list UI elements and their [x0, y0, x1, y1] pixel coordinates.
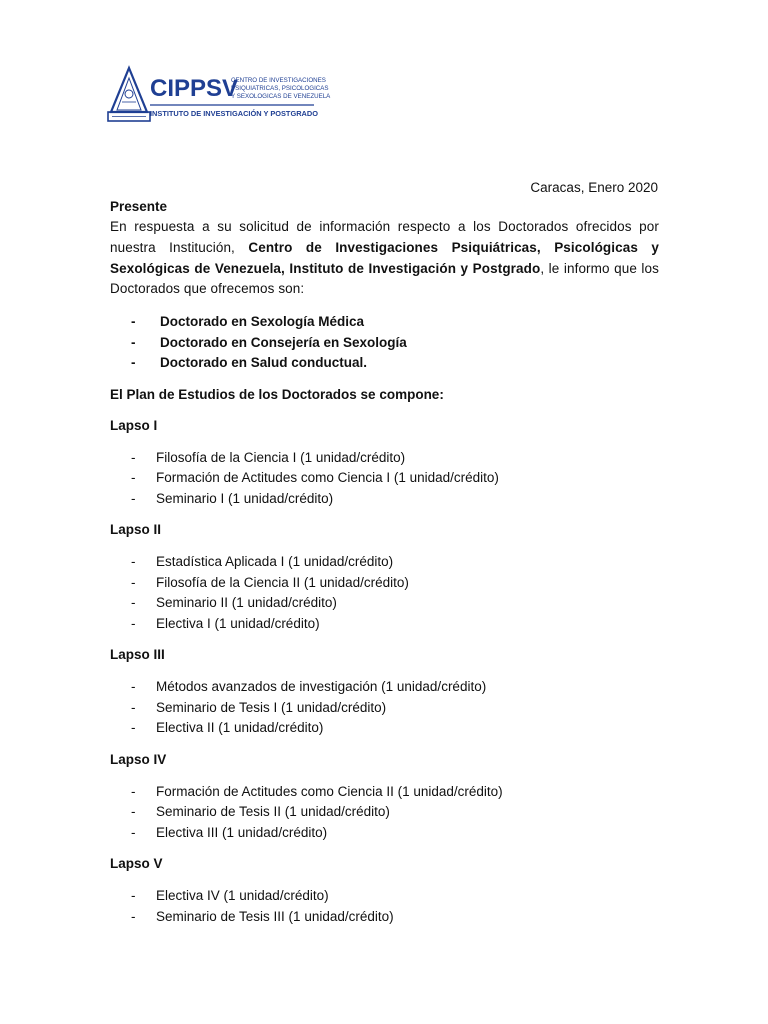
course-name: Electiva II (1 unidad/crédito)	[156, 720, 324, 736]
list-dash: -	[131, 824, 136, 840]
course-item	[110, 907, 659, 928]
course-item	[110, 802, 659, 823]
course-list	[110, 886, 659, 927]
course-item	[110, 782, 659, 803]
course-list	[110, 448, 659, 510]
course-item	[110, 698, 659, 719]
list-dash: -	[131, 314, 136, 330]
course-name: Formación de Actitudes como Ciencia II (1 unidad/crédito)	[156, 783, 503, 799]
list-dash: -	[131, 699, 136, 715]
doctorate-name: Doctorado en Sexología Médica	[160, 314, 365, 330]
lapso-heading-lapso-iv: Lapso IV	[110, 751, 167, 767]
institution-name: Centro de Investigaciones Psiquiátricas, Psicológicas y Sexológicas de Venezuela, Instituto de Investigación y Postgrado	[110, 239, 659, 276]
logo-line-3: Y SEXOLOGICAS DE VENEZUELA	[231, 93, 331, 100]
list-dash: -	[131, 720, 136, 736]
lapso-heading-lapso-iii: Lapso III	[110, 647, 165, 663]
doctorate-item	[110, 312, 659, 333]
study-plan	[110, 416, 659, 928]
list-dash: -	[131, 490, 136, 506]
course-item	[110, 448, 659, 469]
list-dash: -	[131, 783, 136, 799]
list-dash: -	[131, 470, 136, 486]
list-dash: -	[131, 679, 136, 695]
doctorate-item	[110, 353, 659, 374]
course-name: Electiva III (1 unidad/crédito)	[156, 824, 328, 840]
course-name: Filosofía de la Ciencia I (1 unidad/crédito)	[156, 449, 406, 465]
intro-part-2: , le informo que los Doctorados que ofrecemos son:	[110, 260, 659, 297]
list-dash: -	[131, 804, 136, 820]
lapso-heading-lapso-i: Lapso I	[110, 417, 158, 433]
course-item	[110, 823, 659, 844]
course-item	[110, 573, 659, 594]
course-name: Filosofía de la Ciencia II (1 unidad/crédito)	[156, 574, 409, 590]
logo-line-2: PSIQUIATRICAS, PSICOLOGICAS	[231, 85, 329, 92]
logo-tagline: INSTITUTO DE INVESTIGACIÓN Y POSTGRADO	[150, 109, 318, 118]
lapso-heading-lapso-v: Lapso V	[110, 856, 163, 872]
course-name: Electiva IV (1 unidad/crédito)	[156, 888, 329, 904]
doctorate-name: Doctorado en Salud conductual.	[160, 355, 368, 371]
course-name: Seminario I (1 unidad/crédito)	[156, 490, 334, 506]
greeting: Presente	[110, 199, 168, 214]
cippsv-logo	[108, 66, 331, 122]
course-list	[110, 677, 659, 739]
plan-heading: El Plan de Estudios de los Doctorados se compone:	[110, 386, 444, 402]
lapso-heading-lapso-ii: Lapso II	[110, 522, 162, 538]
intro-paragraph	[110, 217, 659, 300]
letter-body	[110, 197, 659, 927]
list-dash: -	[131, 615, 136, 631]
course-item	[110, 677, 659, 698]
letter-date: Caracas, Enero 2020	[530, 180, 658, 195]
course-name: Métodos avanzados de investigación (1 unidad/crédito)	[156, 679, 487, 695]
course-item	[110, 489, 659, 510]
course-item	[110, 718, 659, 739]
doctorate-name: Doctorado en Consejería en Sexología	[160, 334, 407, 350]
logo-brand: CIPPSV	[150, 75, 239, 102]
course-item	[110, 886, 659, 907]
list-dash: -	[131, 908, 136, 924]
course-name: Estadística Aplicada I (1 unidad/crédito)	[156, 554, 394, 570]
intro-part-1: En respuesta a su solicitud de información respecto a los Doctorados ofrecidos por nuestra Institución,	[110, 219, 659, 255]
course-list	[110, 552, 659, 634]
list-dash: -	[131, 355, 136, 371]
list-dash: -	[131, 334, 136, 350]
course-name: Electiva I (1 unidad/crédito)	[156, 615, 320, 631]
course-item	[110, 468, 659, 489]
course-name: Seminario de Tesis III (1 unidad/crédito)	[156, 908, 394, 924]
course-name: Seminario de Tesis I (1 unidad/crédito)	[156, 699, 387, 715]
doctorate-list	[110, 312, 659, 374]
logo-line-1: CENTRO DE INVESTIGACIONES	[231, 77, 326, 84]
course-item	[110, 614, 659, 635]
course-item	[110, 552, 659, 573]
course-name: Formación de Actitudes como Ciencia I (1 unidad/crédito)	[156, 470, 499, 486]
list-dash: -	[131, 888, 136, 904]
course-item	[110, 593, 659, 614]
doctorate-item	[110, 333, 659, 354]
course-name: Seminario de Tesis II (1 unidad/crédito)	[156, 804, 390, 820]
list-dash: -	[131, 449, 136, 465]
list-dash: -	[131, 574, 136, 590]
course-list	[110, 782, 659, 844]
list-dash: -	[131, 595, 136, 611]
list-dash: -	[131, 554, 136, 570]
course-name: Seminario II (1 unidad/crédito)	[156, 595, 337, 611]
